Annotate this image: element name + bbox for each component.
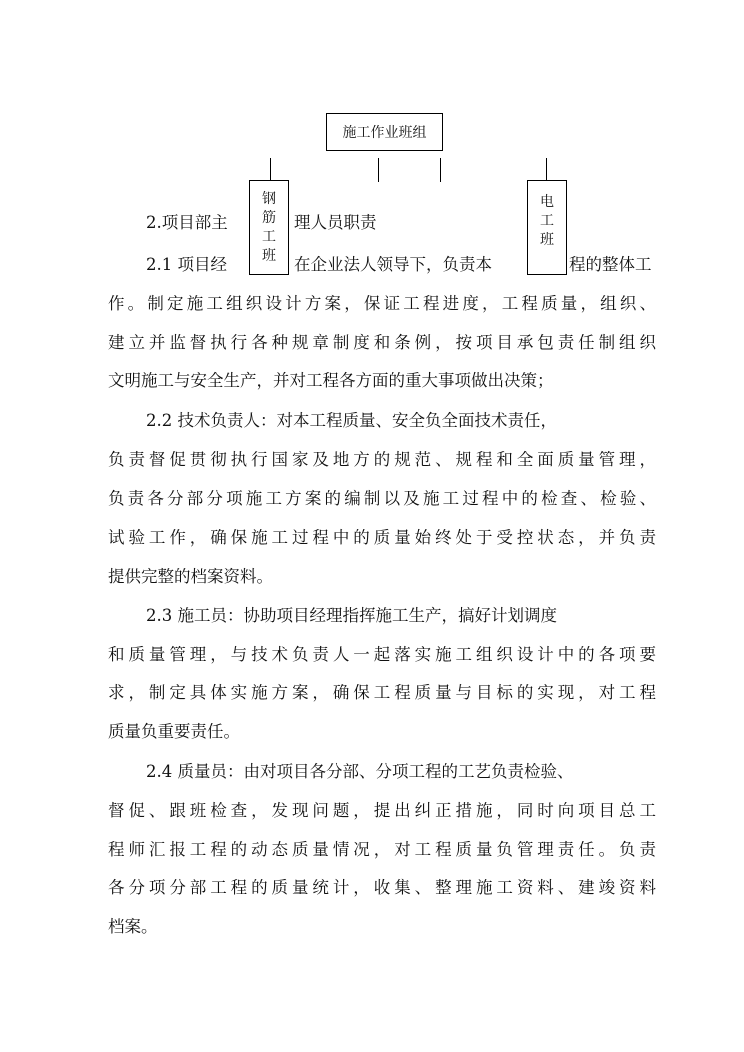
p1-line1-part-c: 程的整体工 (569, 255, 652, 274)
p3-line-1: 2.3 施工员：协助项目经理指挥施工生产，搞好计划调度 (146, 606, 557, 625)
p3-line-4: 质量负重要责任。 (108, 722, 240, 741)
connector-line-2 (378, 158, 379, 182)
top-box-label: 施工作业班组 (342, 125, 427, 141)
p4-line-5: 档案。 (108, 917, 158, 936)
p2-line-5: 提供完整的档案资料。 (108, 567, 273, 586)
p1-line-2: 作。制定施工组织设计方案，保证工程进度，工程质量，组织、 (108, 294, 656, 313)
section-heading-part-1: 2.项目部主 (146, 213, 228, 232)
p4-line-1: 2.4 质量员：由对项目各分部、分项工程的工艺负责检验、 (146, 762, 574, 781)
connector-line-4 (546, 158, 547, 182)
p1-line1-part-b: 在企业法人领导下，负责本 (294, 255, 492, 274)
connector-line-3 (440, 158, 441, 182)
p1-line1-part-a: 2.1 项目经 (146, 255, 227, 274)
p2-line-3: 负责各分部分项施工方案的编制以及施工过程中的检查、检验、 (108, 489, 656, 508)
p1-line-4: 文明施工与安全生产，并对工程各方面的重大事项做出决策； (108, 371, 554, 390)
p4-line-3: 程师汇报工程的动态质量情况，对工程质量负管理责任。负责 (108, 840, 656, 859)
rebar-team-label: 钢筋工班 (262, 191, 276, 264)
section-heading-part-2: 理人员职责 (294, 213, 377, 232)
p4-line-2: 督促、跟班检查，发现问题，提出纠正措施，同时向项目总工 (108, 801, 656, 820)
connector-line-1 (270, 158, 271, 182)
p4-line-4: 各分项分部工程的质量统计，收集、整理施工资料、建竣资料 (108, 878, 656, 897)
p2-line-4: 试验工作，确保施工过程中的质量始终处于受控状态，并负责 (108, 528, 656, 547)
rebar-team-box (249, 180, 289, 275)
p3-line-2: 和质量管理，与技术负责人一起落实施工组织设计中的各项要 (108, 645, 656, 664)
electric-team-box (527, 180, 567, 275)
electric-team-label: 电工班 (540, 194, 554, 248)
p2-line-2: 负责督促贯彻执行国家及地方的规范、规程和全面质量管理， (108, 450, 656, 469)
p3-line-3: 求，制定具体实施方案，确保工程质量与目标的实现，对工程 (108, 683, 656, 702)
p1-line-3: 建立并监督执行各种规章制度和条例，按项目承包责任制组织 (108, 333, 656, 352)
p2-line-1: 2.2 技术负责人：对本工程质量、安全负全面技术责任， (146, 411, 557, 430)
top-box (326, 113, 443, 151)
